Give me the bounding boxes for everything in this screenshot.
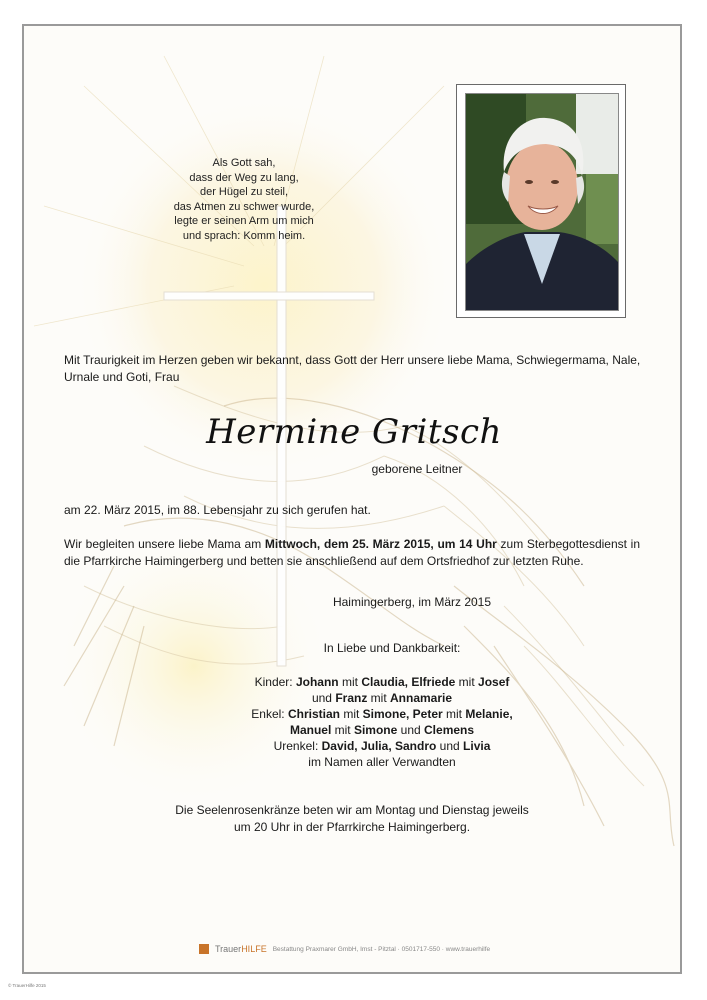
poem-line: dass der Weg zu lang, <box>189 171 299 184</box>
family-name: Johann <box>295 675 339 689</box>
footer-brand <box>215 944 267 954</box>
family-line-kinder <box>84 674 680 690</box>
family-name: Manuel <box>289 723 332 737</box>
parte-card <box>22 24 682 974</box>
place-date: Haimingerberg, im März 2015 <box>332 595 492 609</box>
family-line-kinder-2 <box>84 690 680 706</box>
poem-line: der Hügel zu steil, <box>199 186 289 198</box>
family-connector: mit <box>367 691 390 705</box>
family-label: Kinder: <box>254 675 296 689</box>
rosary-info <box>24 802 680 835</box>
family-name: Simone <box>353 723 398 737</box>
poem-line: Als Gott sah, <box>212 157 276 169</box>
footer-brand-b: HILFE <box>241 944 267 954</box>
family-name: Franz <box>335 691 368 705</box>
family-name: Christian <box>287 707 340 721</box>
family-name: Annamarie <box>390 691 453 705</box>
family-name: Claudia, Elfriede <box>361 675 456 689</box>
family-connector: mit <box>442 707 466 721</box>
family-connector: mit <box>338 675 362 689</box>
footer-brand-a: Trauer <box>215 944 242 954</box>
funeral-info <box>64 536 640 569</box>
trauerhilfe-logo-icon <box>199 944 209 954</box>
family-connector: und <box>311 691 336 705</box>
deceased-name: Hermine Gritsch <box>206 412 502 452</box>
funeral-info-post: zum Sterbegottesdienst in die Pfarrkirche Haimingerberg und betten sie anschließend auf dem Ortsfriedhof zur letzten Ruhe. <box>64 537 640 568</box>
family-name: David, Julia, Sandro <box>321 739 437 753</box>
family-relatives: im Namen aller Verwandten <box>308 755 456 769</box>
death-notice: am 22. März 2015, im 88. Lebensjahr zu sich gerufen hat. <box>64 503 371 517</box>
family-name: Simone, Peter <box>362 707 443 721</box>
family-label: Enkel: <box>251 707 288 721</box>
maiden-name: geborene Leitner <box>371 462 463 476</box>
family-name: Livia <box>463 739 491 753</box>
poem <box>164 156 324 243</box>
rosary-line: Die Seelenrosenkränze beten wir am Montag und Dienstag jeweils <box>175 803 529 817</box>
family-line-enkel <box>84 706 680 722</box>
family-list <box>24 674 680 770</box>
thanks-line: In Liebe und Dankbarkeit: <box>323 641 461 655</box>
intro-text: Mit Traurigkeit im Herzen geben wir bekannt, dass Gott der Herr unsere liebe Mama, Schwiegermama, Nale, Urnale und Goti, Frau <box>64 353 641 384</box>
family-connector: und <box>436 739 464 753</box>
portrait-photo <box>465 93 619 311</box>
family-line-urenkel <box>84 738 680 754</box>
poem-line: und sprach: Komm heim. <box>182 229 306 242</box>
family-name: Josef <box>478 675 510 689</box>
poem-line: legte er seinen Arm um mich <box>174 215 314 227</box>
family-label: Urenkel: <box>273 739 322 753</box>
family-connector: mit <box>339 707 363 721</box>
funeral-date: Mittwoch, dem 25. März 2015, um 14 Uhr <box>264 537 497 551</box>
family-line-enkel-2 <box>84 722 680 738</box>
family-connector: und <box>397 723 425 737</box>
family-connector: mit <box>331 723 354 737</box>
family-name: Clemens <box>424 723 475 737</box>
footer <box>199 944 490 954</box>
family-connector: mit <box>455 675 479 689</box>
footer-text: Bestattung Praxmarer GmbH, Imst - Pitztal · 0501717-550 · www.trauerhilfe <box>272 945 491 953</box>
rosary-line: um 20 Uhr in der Pfarrkirche Haimingerberg. <box>233 819 471 834</box>
family-name: Melanie, <box>465 707 513 721</box>
poem-line: das Atmen zu schwer wurde, <box>173 200 315 213</box>
copyright: © TrauerHilfe 2015 <box>8 983 46 988</box>
portrait-photo-frame <box>456 84 626 318</box>
funeral-info-pre: Wir begleiten unsere liebe Mama am <box>64 537 265 551</box>
